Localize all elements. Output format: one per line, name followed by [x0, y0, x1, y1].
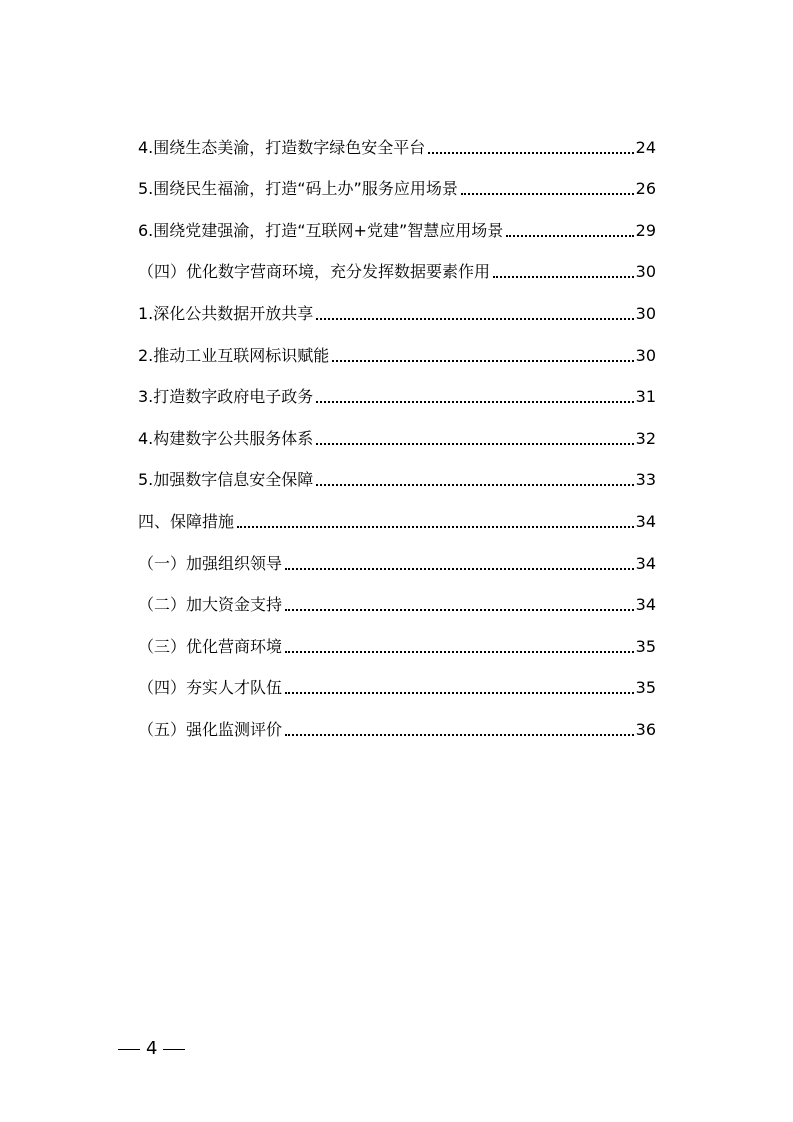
toc-dot-leader	[316, 401, 633, 403]
toc-entry[interactable]	[138, 241, 656, 283]
toc-dot-leader	[493, 276, 634, 278]
toc-entry[interactable]	[138, 698, 656, 740]
toc-entry-page: 36	[635, 719, 656, 739]
toc-entry-title: 5.加强数字信息安全保障	[138, 470, 314, 490]
toc-dot-leader	[316, 484, 633, 486]
footer-right-dash	[163, 1049, 185, 1050]
toc-entry-title: 3.打造数字政府电子政务	[138, 387, 314, 407]
table-of-contents	[138, 116, 656, 740]
toc-entry[interactable]	[138, 116, 656, 158]
toc-entry[interactable]	[138, 366, 656, 408]
toc-entry[interactable]	[138, 615, 656, 657]
toc-entry[interactable]	[138, 199, 656, 241]
toc-dot-leader	[285, 609, 634, 611]
page-number: 4	[146, 1038, 158, 1059]
toc-entry-page: 34	[635, 553, 656, 573]
toc-entry-title: 5.围绕民生福渝，打造“码上办”服务应用场景	[138, 179, 458, 199]
toc-entry-page: 30	[635, 262, 656, 282]
toc-entry[interactable]	[138, 449, 656, 491]
toc-entry[interactable]	[138, 574, 656, 616]
toc-dot-leader	[285, 734, 634, 736]
toc-entry-page: 35	[635, 678, 656, 698]
toc-entry-page: 30	[635, 303, 656, 323]
toc-entry-page: 24	[635, 137, 656, 157]
toc-entry-page: 35	[635, 636, 656, 656]
page-footer	[112, 1038, 191, 1060]
toc-dot-leader	[285, 692, 634, 694]
toc-entry-page: 34	[635, 595, 656, 615]
toc-entry-page: 33	[635, 470, 656, 490]
toc-dot-leader	[285, 568, 634, 570]
toc-entry[interactable]	[138, 324, 656, 366]
toc-entry-page: 32	[635, 428, 656, 448]
toc-entry-title: （四）优化数字营商环境，充分发挥数据要素作用	[138, 262, 491, 282]
toc-entry[interactable]	[138, 158, 656, 200]
toc-dot-leader	[316, 443, 633, 445]
toc-entry[interactable]	[138, 490, 656, 532]
toc-entry[interactable]	[138, 407, 656, 449]
toc-entry-page: 31	[635, 387, 656, 407]
toc-dot-leader	[506, 235, 633, 237]
toc-entry-page: 30	[635, 345, 656, 365]
toc-entry-title: （三）优化营商环境	[138, 636, 283, 656]
toc-entry-title: 6.围绕党建强渝，打造“互联网+党建”智慧应用场景	[138, 220, 504, 240]
toc-entry-page: 34	[635, 511, 656, 531]
toc-entry-title: 1.深化公共数据开放共享	[138, 303, 314, 323]
toc-entry-title: （二）加大资金支持	[138, 595, 283, 615]
toc-entry-page: 26	[635, 179, 656, 199]
toc-entry[interactable]	[138, 657, 656, 699]
toc-entry-title: 2.推动工业互联网标识赋能	[138, 345, 330, 365]
toc-entry-title: （五）强化监测评价	[138, 719, 283, 739]
toc-dot-leader	[428, 152, 633, 154]
toc-dot-leader	[237, 526, 634, 528]
toc-dot-leader	[316, 318, 633, 320]
toc-dot-leader	[461, 193, 634, 195]
footer-left-dash	[118, 1049, 140, 1050]
toc-entry-title: 4.构建数字公共服务体系	[138, 428, 314, 448]
toc-entry-title: （四）夯实人才队伍	[138, 678, 283, 698]
toc-entry-title: （一）加强组织领导	[138, 553, 283, 573]
toc-entry-title: 四、保障措施	[138, 511, 235, 531]
toc-dot-leader	[285, 651, 634, 653]
toc-dot-leader	[332, 360, 633, 362]
toc-entry-page: 29	[635, 220, 656, 240]
toc-entry-title: 4.围绕生态美渝，打造数字绿色安全平台	[138, 137, 426, 157]
toc-entry[interactable]	[138, 282, 656, 324]
toc-entry[interactable]	[138, 532, 656, 574]
